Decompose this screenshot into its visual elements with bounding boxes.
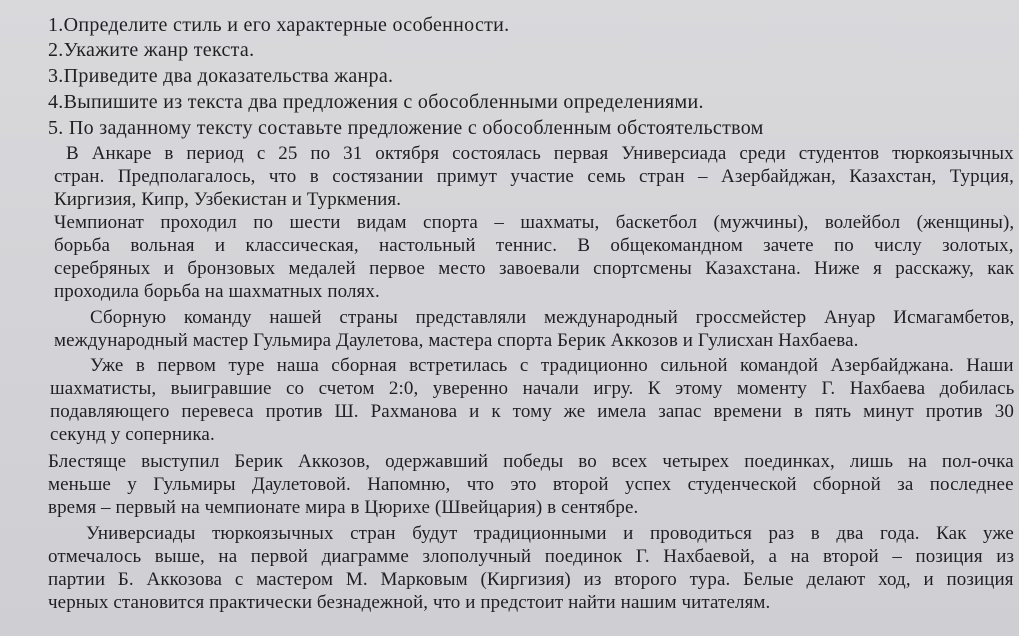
text-line-19: партии Б. Аккозова с мастером М. Марковым (Киргизия) из второго тура. Белые делают ход, и позиция [48, 569, 1014, 590]
question-3: 3.Приведите два доказательства жанра. [48, 65, 394, 87]
question-2: 2.Укажите жанр текста. [48, 39, 255, 61]
text-line-9: международный мастер Гульмира Даулетова, мастера спорта Берик Аккозов и Гулисхан Нахбаева. [54, 330, 859, 351]
text-line-5: борьба вольная и классическая, настольный теннис. В общекомандном зачете по числу золотых, [54, 235, 1014, 256]
text-line-2: стран. Предполагалось, что в состязании примут участие семь стран – Азербайджан, Казахстан, Турция, [54, 166, 1014, 187]
text-line-4: Чемпионат проходил по шести видам спорта – шахматы, баскетбол (мужчины), волейбол (женщины), [54, 212, 1015, 233]
text-line-11: шахматисты, выигравшие со счетом 2:0, уверенно начали игру. К этому моменту Г. Нахбаева добилась [50, 378, 1015, 399]
text-line-3: Киргизия, Кипр, Узбекистан и Туркмения. [54, 189, 402, 210]
text-line-10: Уже в первом туре наша сборная встретилась с традиционно сильной командой Азербайджана. Наши [90, 355, 1014, 376]
text-line-8: Сборную команду нашей страны представляли международный гроссмейстер Ануар Исмагамбетов, [90, 307, 1015, 328]
text-line-6: серебряных и бронзовых медалей первое место завоевали спортсмены Казахстана. Ниже я расскажу, как [54, 258, 1015, 279]
question-5: 5. По заданному тексту составьте предложение с обособленным обстоятельством [48, 117, 764, 139]
text-line-17: Универсиады тюркоязычных стран будут традиционными и проводиться раз в два года. Как уже [86, 523, 1014, 544]
text-line-14: Блестяще выступил Берик Аккозов, одержавший победы во всех четырех поединках, лишь на пол-очка [48, 451, 1014, 472]
question-1: 1.Определите стиль и его характерные особенности. [48, 14, 510, 36]
text-line-20: черных становится практически безнадежной, что и предстоит найти нашим читателям. [48, 592, 771, 613]
text-line-7: проходила борьба на шахматных полях. [54, 281, 380, 302]
text-line-12: подавляющего перевеса против Ш. Рахманова и к тому же имела запас времени в пять минут против 30 [50, 401, 1014, 422]
text-line-15: меньше у Гульмиры Даулетовой. Напомню, что это второй успех студенческой сборной за последнее [48, 474, 1014, 495]
text-line-18: отмечалось выше, на первой диаграмме злополучный поединок Г. Нахбаевой, а на второй – позиция из [48, 546, 1015, 567]
text-line-1: В Анкаре в период с 25 по 31 октября состоялась первая Универсиада среди студентов тюркоязычных [66, 143, 1014, 164]
text-line-13: секунд у соперника. [50, 424, 215, 445]
text-line-16: время – первый на чемпионате мира в Цюрихе (Швейцария) в сентябре. [48, 497, 639, 518]
question-4: 4.Выпишите из текста два предложения с обособленными определениями. [48, 91, 704, 113]
